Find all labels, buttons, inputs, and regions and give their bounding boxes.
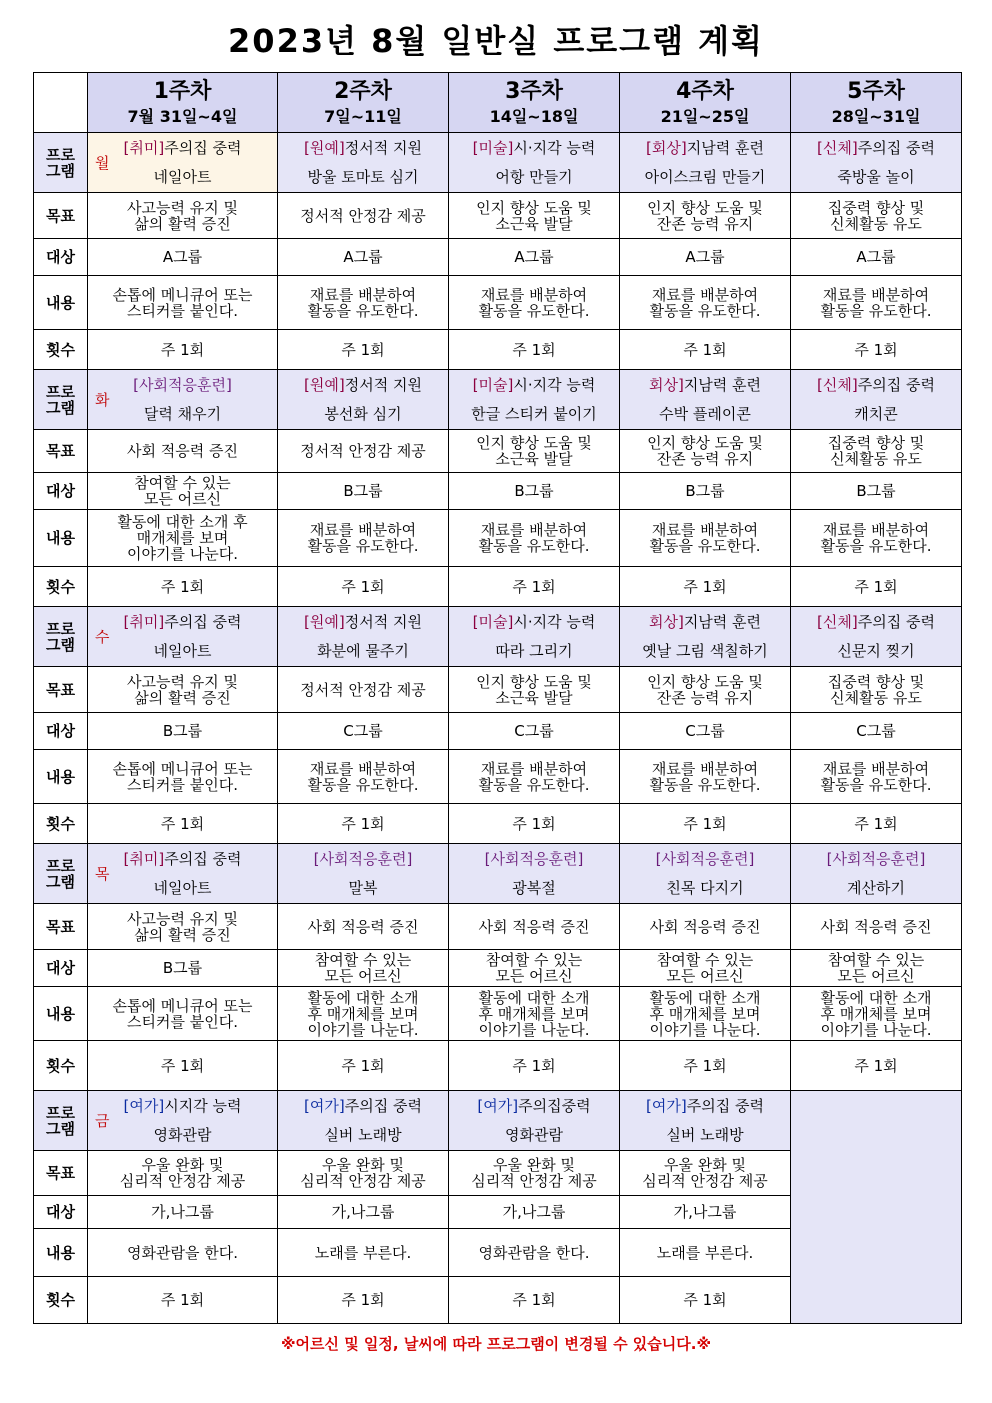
goal-cell: 인지 향상 도움 및 잔존 능력 유지: [620, 667, 791, 713]
program-cell: [449, 607, 620, 667]
program-name: 실버 노래방: [324, 1125, 402, 1144]
week-header: 4주차 21일~25일: [620, 73, 791, 133]
program-name: 죽방울 놀이: [837, 167, 915, 186]
program-cell: [791, 370, 962, 430]
program-row: [34, 607, 962, 667]
content-row: [34, 276, 962, 330]
program-name: 말복: [348, 878, 378, 897]
content-cell: 재료를 배분하여 활동을 유도한다.: [449, 750, 620, 804]
count-cell: 주 1회: [791, 804, 962, 844]
program-category: [여가]: [477, 1096, 519, 1115]
program-name: 계산하기: [847, 878, 905, 897]
program-category: [회상]: [646, 138, 687, 157]
program-cell: [88, 370, 278, 430]
content-cell: 재료를 배분하여 활동을 유도한다.: [620, 750, 791, 804]
week-header: 2주차 7일~11일: [278, 73, 449, 133]
goal-cell: 인지 향상 도움 및 잔존 능력 유지: [620, 193, 791, 239]
program-focus: 시·지각 능력: [513, 612, 596, 631]
program-name: 영화관람: [505, 1125, 563, 1144]
goal-cell: 정서적 안정감 제공: [278, 193, 449, 239]
row-label-goal: 목표: [34, 1151, 88, 1196]
goal-cell: 정서적 안정감 제공: [278, 430, 449, 473]
program-name: 방울 토마토 심기: [307, 167, 419, 186]
target-cell: A그룹: [791, 239, 962, 276]
target-cell: B그룹: [449, 473, 620, 510]
week-header: 5주차 28일~31일: [791, 73, 962, 133]
target-cell: 참여할 수 있는 모든 어르신: [449, 950, 620, 987]
program-category: [신체]: [817, 138, 858, 157]
corner-cell: [34, 73, 88, 133]
content-cell: 재료를 배분하여 활동을 유도한다.: [791, 276, 962, 330]
program-name: 캐치콘: [854, 404, 898, 423]
program-category: [원예]: [304, 375, 345, 394]
goal-cell: 인지 향상 도움 및 잔존 능력 유지: [620, 430, 791, 473]
program-name: 네일아트: [153, 878, 212, 897]
count-row: [34, 330, 962, 370]
program-category: [신체]: [817, 375, 858, 394]
target-cell: 참여할 수 있는 모든 어르신: [88, 473, 278, 510]
row-label-program: 프로 그램: [34, 607, 88, 667]
row-label-content: 내용: [34, 510, 88, 567]
content-row: [34, 987, 962, 1041]
row-label-content: 내용: [34, 276, 88, 330]
target-cell: 가,나그룹: [449, 1196, 620, 1229]
week-header-row: [34, 73, 962, 133]
program-cell: [449, 133, 620, 193]
count-cell: 주 1회: [278, 1277, 449, 1324]
goal-cell: 사회 적응력 증진: [620, 904, 791, 950]
program-cell: [791, 607, 962, 667]
row-label-target: 대상: [34, 950, 88, 987]
row-label-goal: 목표: [34, 904, 88, 950]
target-cell: A그룹: [88, 239, 278, 276]
page-title: 2023년 8월 일반실 프로그램 계획: [228, 22, 764, 60]
goal-cell: 사회 적응력 증진: [449, 904, 620, 950]
goal-cell: 우울 완화 및 심리적 안정감 제공: [620, 1151, 791, 1196]
content-row: [34, 750, 962, 804]
program-focus: 지남력 훈련: [686, 138, 764, 157]
program-category: [취미]: [123, 612, 165, 631]
program-name: 한글 스티커 붙이기: [471, 404, 597, 423]
target-cell: C그룹: [791, 713, 962, 750]
program-cell: [88, 844, 278, 904]
program-cell: [278, 133, 449, 193]
row-label-goal: 목표: [34, 193, 88, 239]
target-row: [34, 239, 962, 276]
program-cell: [620, 133, 791, 193]
target-cell: C그룹: [278, 713, 449, 750]
content-cell: 활동에 대한 소개 후 매개체를 보며 이야기를 나눈다.: [791, 987, 962, 1041]
program-focus: 정서적 지원: [344, 138, 422, 157]
target-cell: B그룹: [620, 473, 791, 510]
weekday-label: 수: [95, 627, 110, 646]
count-cell: 주 1회: [278, 567, 449, 607]
goal-cell: 인지 향상 도움 및 소근육 발달: [449, 430, 620, 473]
program-focus: 지남력 훈련: [683, 612, 762, 631]
program-name: 수박 플레이콘: [659, 404, 751, 423]
program-cell: [88, 607, 278, 667]
goal-cell: 우울 완화 및 심리적 안정감 제공: [278, 1151, 449, 1196]
program-name: 신문지 찢기: [837, 641, 915, 660]
content-cell: 노래를 부른다.: [278, 1229, 449, 1277]
goal-cell: 사회 적응력 증진: [88, 430, 278, 473]
empty-cell: [791, 1091, 962, 1324]
program-cell: [278, 844, 449, 904]
content-cell: 활동에 대한 소개 후 매개체를 보며 이야기를 나눈다.: [88, 510, 278, 567]
target-cell: C그룹: [620, 713, 791, 750]
program-focus: 주의집 중력: [857, 375, 935, 394]
count-row: [34, 567, 962, 607]
program-focus: 시·지각 능력: [513, 375, 596, 394]
target-cell: B그룹: [791, 473, 962, 510]
program-cell: [278, 607, 449, 667]
program-table: [33, 72, 962, 1324]
row-label-count: 횟수: [34, 804, 88, 844]
goal-cell: 사고능력 유지 및 삶의 활력 증진: [88, 193, 278, 239]
goal-cell: 우울 완화 및 심리적 안정감 제공: [88, 1151, 278, 1196]
content-cell: 손톱에 메니큐어 또는 스티커를 붙인다.: [88, 750, 278, 804]
count-cell: 주 1회: [278, 330, 449, 370]
program-name: 어항 만들기: [495, 167, 573, 186]
program-category: [사회적응훈련]: [133, 375, 232, 394]
program-name: 영화관람: [153, 1125, 212, 1144]
program-cell: [620, 370, 791, 430]
week-header: 1주차 7월 31일~4일: [88, 73, 278, 133]
count-cell: 주 1회: [620, 804, 791, 844]
row-label-target: 대상: [34, 473, 88, 510]
program-category: [사회적응훈련]: [826, 849, 926, 868]
goal-cell: 집중력 향상 및 신체활동 유도: [791, 430, 962, 473]
target-cell: B그룹: [88, 950, 278, 987]
content-cell: 재료를 배분하여 활동을 유도한다.: [278, 276, 449, 330]
row-label-goal: 목표: [34, 667, 88, 713]
program-category: [취미]: [123, 849, 165, 868]
content-cell: 영화관람을 한다.: [88, 1229, 278, 1277]
program-focus: 지남력 훈련: [683, 375, 762, 394]
target-cell: 참여할 수 있는 모든 어르신: [278, 950, 449, 987]
weekday-label: 목: [95, 864, 110, 883]
row-label-program: 프로 그램: [34, 1091, 88, 1151]
program-cell: [278, 1091, 449, 1151]
program-category: [여가]: [304, 1096, 345, 1115]
program-category: [미술]: [472, 612, 514, 631]
target-cell: B그룹: [278, 473, 449, 510]
program-category: [여가]: [646, 1096, 687, 1115]
program-category: 회상]: [648, 612, 684, 631]
program-name: 화분에 물주기: [317, 641, 409, 660]
goal-row: [34, 193, 962, 239]
program-cell: [791, 133, 962, 193]
count-cell: 주 1회: [791, 567, 962, 607]
program-row: [34, 844, 962, 904]
notice-text: ※어르신 및 일정, 날씨에 따라 프로그램이 변경될 수 있습니다.※: [280, 1335, 712, 1353]
program-focus: 시·지각 능력: [513, 138, 596, 157]
target-row: [34, 473, 962, 510]
row-label-program: 프로 그램: [34, 370, 88, 430]
weekday-label: 금: [95, 1111, 110, 1130]
program-category: [원예]: [304, 612, 345, 631]
target-cell: C그룹: [449, 713, 620, 750]
program-row: [34, 370, 962, 430]
count-cell: 주 1회: [449, 1277, 620, 1324]
goal-row: [34, 667, 962, 713]
content-cell: 손톱에 메니큐어 또는 스티커를 붙인다.: [88, 987, 278, 1041]
program-row: [34, 1091, 962, 1151]
program-name: 달력 채우기: [143, 404, 222, 423]
goal-row: [34, 904, 962, 950]
target-cell: B그룹: [88, 713, 278, 750]
program-category: [사회적응훈련]: [655, 849, 755, 868]
row-label-target: 대상: [34, 1196, 88, 1229]
target-row: [34, 713, 962, 750]
program-row: [34, 133, 962, 193]
count-cell: 주 1회: [620, 567, 791, 607]
count-cell: 주 1회: [88, 804, 278, 844]
program-focus: 주의집중력: [518, 1096, 591, 1115]
program-category: [신체]: [817, 612, 858, 631]
weekday-label: 화: [95, 390, 110, 409]
row-label-content: 내용: [34, 1229, 88, 1277]
goal-cell: 인지 향상 도움 및 소근육 발달: [449, 193, 620, 239]
target-cell: A그룹: [449, 239, 620, 276]
goal-cell: 사회 적응력 증진: [791, 904, 962, 950]
content-cell: 재료를 배분하여 활동을 유도한다.: [791, 750, 962, 804]
goal-cell: 집중력 향상 및 신체활동 유도: [791, 193, 962, 239]
count-cell: 주 1회: [449, 330, 620, 370]
count-cell: 주 1회: [791, 1041, 962, 1091]
row-label-target: 대상: [34, 713, 88, 750]
program-name: 아이스크림 만들기: [644, 167, 766, 186]
count-cell: 주 1회: [620, 1277, 791, 1324]
count-row: [34, 1041, 962, 1091]
program-category: [취미]: [123, 138, 165, 157]
program-focus: 시지각 능력: [164, 1096, 242, 1115]
count-cell: 주 1회: [88, 567, 278, 607]
program-cell: [449, 370, 620, 430]
count-cell: 주 1회: [449, 804, 620, 844]
target-cell: A그룹: [620, 239, 791, 276]
content-cell: 재료를 배분하여 활동을 유도한다.: [278, 510, 449, 567]
program-cell: [88, 1091, 278, 1151]
goal-row: [34, 430, 962, 473]
row-label-count: 횟수: [34, 1277, 88, 1324]
program-name: 광복절: [512, 878, 556, 897]
row-label-count: 횟수: [34, 1041, 88, 1091]
count-cell: 주 1회: [791, 330, 962, 370]
weekday-label: 월: [95, 153, 110, 172]
goal-cell: 사회 적응력 증진: [278, 904, 449, 950]
content-cell: 재료를 배분하여 활동을 유도한다.: [620, 510, 791, 567]
count-cell: 주 1회: [620, 330, 791, 370]
row-label-content: 내용: [34, 987, 88, 1041]
target-cell: 가,나그룹: [278, 1196, 449, 1229]
target-cell: 참여할 수 있는 모든 어르신: [791, 950, 962, 987]
program-name: 친목 다지기: [666, 878, 744, 897]
target-cell: 참여할 수 있는 모든 어르신: [620, 950, 791, 987]
count-cell: 주 1회: [88, 330, 278, 370]
goal-cell: 집중력 향상 및 신체활동 유도: [791, 667, 962, 713]
content-cell: 손톱에 메니큐어 또는 스티커를 붙인다.: [88, 276, 278, 330]
count-cell: 주 1회: [278, 1041, 449, 1091]
target-cell: 가,나그룹: [620, 1196, 791, 1229]
program-focus: 주의집 중력: [164, 612, 242, 631]
program-focus: 주의집 중력: [164, 138, 242, 157]
target-cell: A그룹: [278, 239, 449, 276]
program-name: 봉선화 심기: [324, 404, 402, 423]
program-cell: [620, 1091, 791, 1151]
program-focus: 주의집 중력: [164, 849, 242, 868]
row-label-program: 프로 그램: [34, 133, 88, 193]
program-name: 옛날 그림 색칠하기: [642, 641, 768, 660]
count-cell: 주 1회: [88, 1041, 278, 1091]
program-cell: [620, 607, 791, 667]
goal-cell: 정서적 안정감 제공: [278, 667, 449, 713]
content-cell: 노래를 부른다.: [620, 1229, 791, 1277]
content-cell: 활동에 대한 소개 후 매개체를 보며 이야기를 나눈다.: [278, 987, 449, 1041]
content-cell: 영화관람을 한다.: [449, 1229, 620, 1277]
row-label-goal: 목표: [34, 430, 88, 473]
program-name: 네일아트: [153, 167, 212, 186]
program-category: [미술]: [472, 138, 514, 157]
program-focus: 주의집 중력: [857, 138, 935, 157]
content-cell: 재료를 배분하여 활동을 유도한다.: [449, 510, 620, 567]
row-label-count: 횟수: [34, 567, 88, 607]
program-category: [미술]: [472, 375, 514, 394]
program-name: 실버 노래방: [666, 1125, 744, 1144]
goal-cell: 우울 완화 및 심리적 안정감 제공: [449, 1151, 620, 1196]
row-label-count: 횟수: [34, 330, 88, 370]
goal-cell: 사고능력 유지 및 삶의 활력 증진: [88, 904, 278, 950]
program-cell: [791, 844, 962, 904]
target-row: [34, 950, 962, 987]
target-cell: 가,나그룹: [88, 1196, 278, 1229]
program-name: 따라 그리기: [495, 641, 573, 660]
count-cell: 주 1회: [620, 1041, 791, 1091]
count-cell: 주 1회: [449, 567, 620, 607]
program-category: [여가]: [123, 1096, 165, 1115]
count-cell: 주 1회: [449, 1041, 620, 1091]
program-focus: 주의집 중력: [686, 1096, 764, 1115]
program-focus: 주의집 중력: [344, 1096, 422, 1115]
row-label-program: 프로 그램: [34, 844, 88, 904]
program-category: [사회적응훈련]: [313, 849, 413, 868]
count-row: [34, 804, 962, 844]
week-header: 3주차 14일~18일: [449, 73, 620, 133]
goal-cell: 인지 향상 도움 및 소근육 발달: [449, 667, 620, 713]
program-focus: 정서적 지원: [344, 375, 422, 394]
content-cell: 활동에 대한 소개 후 매개체를 보며 이야기를 나눈다.: [449, 987, 620, 1041]
program-category: [원예]: [304, 138, 345, 157]
program-cell: [449, 1091, 620, 1151]
content-row: [34, 510, 962, 567]
goal-cell: 사고능력 유지 및 삶의 활력 증진: [88, 667, 278, 713]
program-cell: [88, 133, 278, 193]
program-cell: [620, 844, 791, 904]
content-cell: 재료를 배분하여 활동을 유도한다.: [620, 276, 791, 330]
row-label-content: 내용: [34, 750, 88, 804]
content-cell: 재료를 배분하여 활동을 유도한다.: [791, 510, 962, 567]
program-cell: [449, 844, 620, 904]
program-cell: [278, 370, 449, 430]
row-label-target: 대상: [34, 239, 88, 276]
program-category: [사회적응훈련]: [484, 849, 584, 868]
program-category: 회상]: [648, 375, 684, 394]
content-cell: 활동에 대한 소개 후 매개체를 보며 이야기를 나눈다.: [620, 987, 791, 1041]
content-cell: 재료를 배분하여 활동을 유도한다.: [278, 750, 449, 804]
program-focus: 주의집 중력: [857, 612, 935, 631]
content-cell: 재료를 배분하여 활동을 유도한다.: [449, 276, 620, 330]
count-cell: 주 1회: [278, 804, 449, 844]
count-cell: 주 1회: [88, 1277, 278, 1324]
program-name: 네일아트: [153, 641, 212, 660]
program-focus: 정서적 지원: [344, 612, 422, 631]
